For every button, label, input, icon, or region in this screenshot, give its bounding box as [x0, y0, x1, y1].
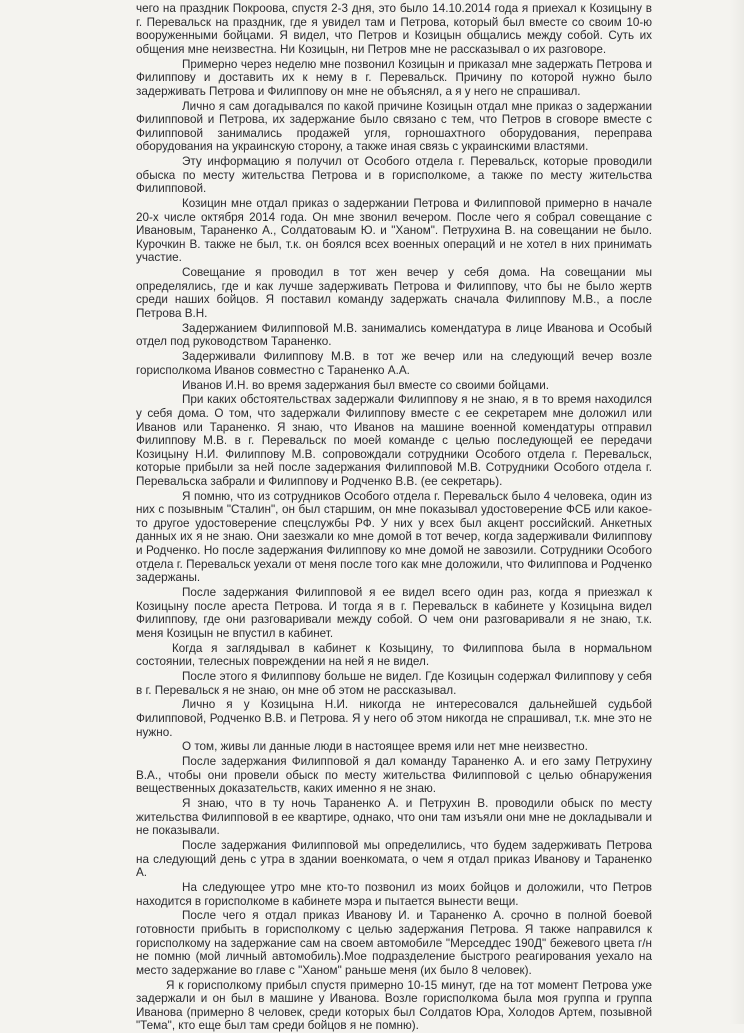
- paragraph: Я помню, что из сотрудников Особого отдела г. Перевальск было 4 человека, один из них с позывным "Сталин", он был старшим, он мне показывал удостоверение ФСБ или какое-то другое удостоверение спецслужбы РФ. У них у всех был акцент российский. Анкетных данных их я не знаю. Они заезжали ко мне домой в тот вечер, когда задерживали Филиппову и Родченко. Но после задержания Филиппову ко мне домой не завозили. Сотрудники Особого отдела г. Перевальск уехали от меня после того как мне доложили, что Филиппова и Родченко задержаны.: [136, 489, 652, 585]
- paragraph: На следующее утро мне кто-то позвонил из моих бойцов и доложили, что Петров находится в горисполкоме в кабинете мэра и пытается вынести вещи.: [136, 880, 652, 908]
- paragraph: Эту информацию я получил от Особого отдела г. Перевальск, которые проводили обыска по месту жительства Петрова и в горисполкоме, а также по месту жительства Филипповой.: [136, 155, 652, 196]
- paragraph: Иванов И.Н. во время задержания был вместе со своими бойцами.: [182, 378, 549, 392]
- paragraph: Примерно через неделю мне позвонил Козицын и приказал мне задержать Петрова и Филиппову и доставить их к нему в г. Перевальск. Причину по которой нужно было задерживать Петрова и Филиппову он мне не объяснял, а я у него не спрашивал.: [136, 57, 652, 98]
- paragraph: О том, живы ли данные люди в настоящее время или нет мне неизвестно.: [182, 740, 588, 754]
- paragraph: После задержания Филипповой я ее видел всего один раз, когда я приезжал к Козицыну после ареста Петрова. И тогда я в г. Перевальск в кабинете у Козицына видел Филиппову, где они разговаривали между собой. О чем они разговаривали я не знаю, т.к. меня Козицын не впустил в кабинет.: [136, 586, 652, 640]
- paragraph: Козицин мне отдал приказ о задержании Петрова и Филипповой примерно в начале 20-х числе октября 2014 года. Он мне звонил вечером. После чего я собрал совещание с Ивановым, Тараненко А., Солдатоваым Ю. и "Ханом". Петрухина В. на совещании не было. Курочкин В. также не был, т.к. он боялся всех военных операций и не хотел в них принимать участие.: [136, 197, 652, 265]
- paragraph: После задержания Филипповой я дал команду Тараненко А. и его заму Петрухину В.А., чтобы они провели обыск по месту жительства Филипповой с целью обнаружения вещественных доказательств, каких именно я не знаю.: [136, 755, 652, 796]
- paragraph: При каких обстоятельствах задержали Филиппову я не знаю, я в то время находился у себя дома. О том, что задержали Филиппову вместе с ее секретарем мне доложил или Иванов или Тараненко. Я знаю, что Иванов на машине военной комендатуры отправил Филиппову М.В. в г. Перевальск по моей команде с целью последующей ее передачи Козицыну Н.И. Филиппову М.В. сопровождали сотрудники Особого отдела г. Перевальск, которые прибыли за ней после задержания Филипповой М.В. Сотрудники Особого отдела г. Перевальска забрали и Филиппову и Родченко В.В. (ее секретарь).: [136, 393, 652, 488]
- paragraph: Лично я у Козицына Н.И. никогда не интересовался дальнейшей судьбой Филипповой, Родченко В.В. и Петрова. Я у него об этом никогда не спрашивал, т.к. мне это не нужно.: [136, 698, 652, 739]
- page-edge-shadow: [730, 0, 744, 1024]
- paragraph: После чего я отдал приказ Иванову И. и Тараненко А. срочно в полной боевой готовности прибыть в горисполкому с целью задержания Петрова. Я также направился к горисполкому на задержание сам на своем автомобиле "Мерседдес 190Д" бежевого цвета г/н не помню (мой личный автомобиль).Мое подразделение быстрого реагирования уехало на место задержание во главе с "Ханом" раньше меня (их было 8 человек).: [136, 909, 652, 977]
- paragraph: Лично я сам догадывался по какой причине Козицын отдал мне приказ о задержании Филипповой и Петрова, их задержание было связано с тем, что Петров в сговоре вместе с Филипповой занимались продажей угля, горношахтного оборудования, переправа оборудования на украинскую сторону, а также иная связь с украинскими властями.: [136, 99, 652, 154]
- paragraph: Задержанием Филипповой М.В. занимались комендатура в лице Иванова и Особый отдел под руководством Тараненко.: [136, 321, 652, 349]
- paragraph: Совещание я проводил в тот жен вечер у себя дома. На совещании мы определялись, где и как лучше задерживать Петрова и Филиппову, что бы не было жертв среди наших бойцов. Я поставил команду задержать сначала Филиппову М.В., а после Петрова В.Н.: [136, 266, 652, 320]
- paragraph: Я знаю, что в ту ночь Тараненко А. и Петрухин В. проводили обыск по месту жительства Филипповой в ее квартире, однако, что они там изъяли они мне не докладывали и не показывали.: [136, 797, 652, 838]
- paragraph: После задержания Филипповой мы определились, что будем задерживать Петрова на следующий день с утра в здании военкомата, о чем я отдал приказ Иванову и Тараненко А.: [136, 839, 652, 880]
- paragraph: Задерживали Филиппову М.В. в тот же вечер или на следующий вечер возле горисполкома Иванов совместно с Тараненко А.А.: [136, 350, 652, 377]
- paragraph: После этого я Филиппову больше не видел. Где Козицын содержал Филиппову у себя в г. Перевальск я не знаю, он мне об этом не рассказывал.: [136, 669, 652, 697]
- paragraph: Когда я заглядывал в кабинет к Козыцину, то Филиппова была в нормальном состоянии, телесных повреждении на ней я не видел.: [136, 641, 652, 669]
- paragraph: чего на праздник Покроова, спустя 2-3 дня, это было 14.10.2014 года я приехал к Козицыну в г. Перевальск на праздник, где я увидел там и Петрова, который был вместе со своим 10-ю вооруженными бойцами. Я видел, что Петров и Козицын общались между собой. Суть их общения мне неизвестна. Ни Козицын, ни Петров мне не рассказывал о их разговоре.: [136, 2, 652, 56]
- paragraph: Я к горисполкому прибыл спустя примерно 10-15 минут, где на тот момент Петрова уже задержали и он был в машине у Иванова. Возле горисполкома была моя группа и группа Иванова (примерно 8 человек, среди которых был Солдатов Юра, Холодов Артем, позывной "Тема", кто еще был там среди бойцов я не помню).: [136, 978, 652, 1033]
